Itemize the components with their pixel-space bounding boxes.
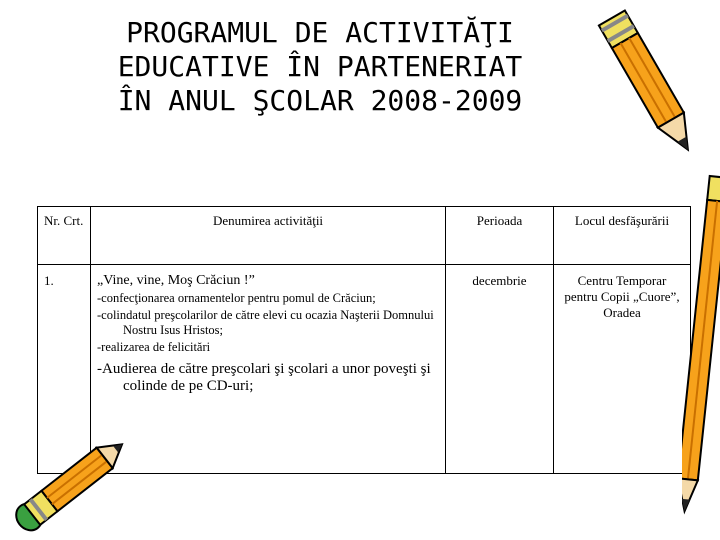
header-activity: Denumirea activităţii (91, 207, 446, 265)
slide-title (40, 16, 600, 118)
pencil-icon (0, 430, 140, 540)
activity-title: „Vine, vine, Moş Crăciun !” (97, 273, 255, 288)
activity-item: -colindatul preşcolarilor de către elevi cu ocazia Naşterii Domnului Nostru Isus Hristos; (97, 308, 434, 337)
title-line-2: EDUCATIVE ÎN PARTENERIAT (117, 50, 523, 83)
table-header-row (38, 207, 691, 265)
pencil-icon (682, 170, 720, 520)
row-place: Centru Temporar pentru Copii „Cuore”, Oradea (554, 265, 691, 474)
row-activity (91, 265, 446, 474)
pencil-icon (592, 2, 708, 170)
header-place: Locul desfăşurării (554, 207, 691, 265)
header-period: Perioada (446, 207, 554, 265)
title-line-3: ÎN ANUL ŞCOLAR 2008-2009 (117, 84, 523, 117)
row-nr: 1. (38, 265, 91, 474)
header-nr: Nr. Crt. (38, 207, 91, 265)
activity-item: -realizarea de felicitări (97, 340, 211, 354)
activity-item-last: -Audierea de către preşcolari şi şcolari a unor poveşti şi colinde de pe CD-uri; (97, 361, 431, 394)
activity-item: -confecţionarea ornamentelor pentru pomul de Crăciun; (97, 291, 376, 305)
row-period: decembrie (446, 265, 554, 474)
title-line-1: PROGRAMUL DE ACTIVITĂŢI (126, 16, 514, 49)
